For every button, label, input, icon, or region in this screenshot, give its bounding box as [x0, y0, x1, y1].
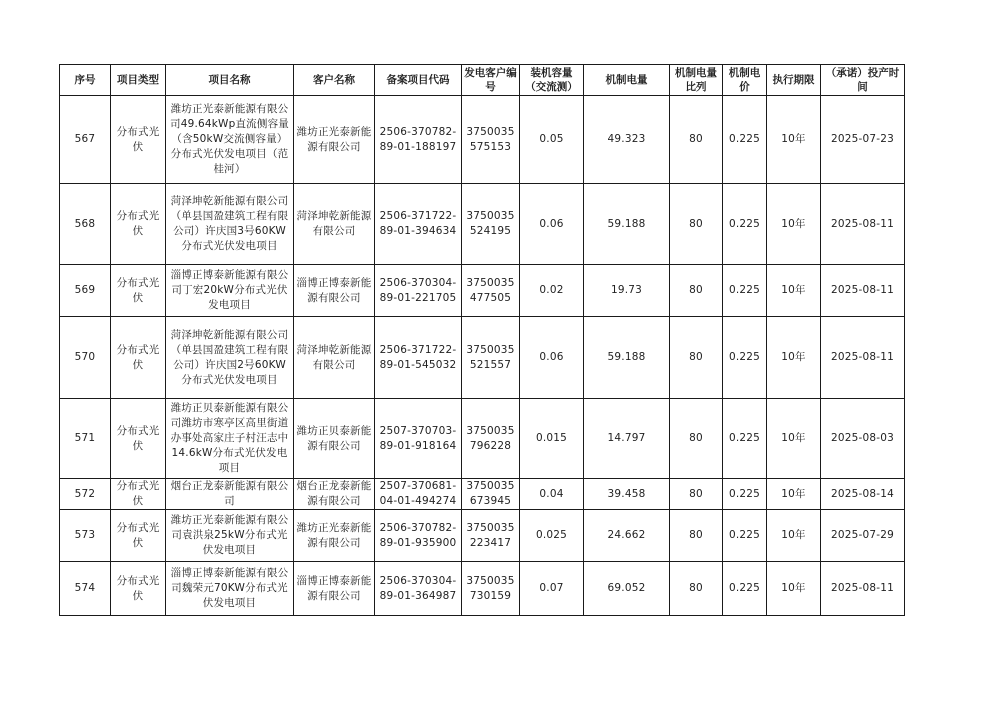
cell-customer: 菏泽坤乾新能源有限公司	[294, 184, 375, 265]
table-row	[60, 510, 905, 562]
cell-customer: 烟台正龙泰新能源有限公司	[294, 479, 375, 510]
cell-mech-power: 39.458	[584, 479, 670, 510]
cell-date: 2025-07-23	[821, 96, 905, 184]
cell-date: 2025-07-29	[821, 510, 905, 562]
cell-code: 2506-371722-89-01-545032	[375, 317, 462, 399]
header-type: 项目类型	[111, 65, 166, 96]
cell-period: 10年	[767, 317, 821, 399]
header-row	[60, 65, 905, 96]
cell-type: 分布式光伏	[111, 96, 166, 184]
cell-ratio: 80	[670, 96, 723, 184]
cell-project: 菏泽坤乾新能源有限公司（单县国盈建筑工程有限公司）许庆国3号60KW分布式光伏发电项目	[166, 184, 294, 265]
header-price: 机制电价	[723, 65, 767, 96]
cell-capacity: 0.06	[520, 317, 584, 399]
cell-customer-no: 3750035524195	[462, 184, 520, 265]
cell-capacity: 0.04	[520, 479, 584, 510]
cell-project: 淄博正博泰新能源有限公司丁宏20kW分布式光伏发电项目	[166, 265, 294, 317]
cell-code: 2506-370304-89-01-364987	[375, 562, 462, 616]
cell-customer-no: 3750035796228	[462, 399, 520, 479]
cell-customer-no: 3750035477505	[462, 265, 520, 317]
header-mech-power: 机制电量	[584, 65, 670, 96]
cell-no: 574	[60, 562, 111, 616]
cell-period: 10年	[767, 184, 821, 265]
table-row	[60, 96, 905, 184]
cell-capacity: 0.02	[520, 265, 584, 317]
cell-period: 10年	[767, 562, 821, 616]
project-table	[59, 64, 905, 616]
header-capacity: 装机容量（交流测）	[520, 65, 584, 96]
cell-capacity: 0.06	[520, 184, 584, 265]
header-customer-no: 发电客户编号	[462, 65, 520, 96]
cell-date: 2025-08-03	[821, 399, 905, 479]
cell-ratio: 80	[670, 265, 723, 317]
cell-no: 571	[60, 399, 111, 479]
cell-type: 分布式光伏	[111, 399, 166, 479]
cell-customer: 菏泽坤乾新能源有限公司	[294, 317, 375, 399]
cell-ratio: 80	[670, 510, 723, 562]
header-ratio: 机制电量比列	[670, 65, 723, 96]
cell-no: 572	[60, 479, 111, 510]
cell-ratio: 80	[670, 562, 723, 616]
header-date: （承诺）投产时间	[821, 65, 905, 96]
cell-mech-power: 19.73	[584, 265, 670, 317]
cell-code: 2506-371722-89-01-394634	[375, 184, 462, 265]
cell-customer: 潍坊正贝泰新能源有限公司	[294, 399, 375, 479]
cell-capacity: 0.05	[520, 96, 584, 184]
cell-period: 10年	[767, 96, 821, 184]
cell-period: 10年	[767, 479, 821, 510]
cell-no: 570	[60, 317, 111, 399]
cell-mech-power: 49.323	[584, 96, 670, 184]
header-no: 序号	[60, 65, 111, 96]
header-code: 备案项目代码	[375, 65, 462, 96]
cell-date: 2025-08-11	[821, 265, 905, 317]
header-project: 项目名称	[166, 65, 294, 96]
cell-code: 2507-370681-04-01-494274	[375, 479, 462, 510]
cell-project: 菏泽坤乾新能源有限公司（单县国盈建筑工程有限公司）许庆国2号60KW分布式光伏发电项目	[166, 317, 294, 399]
cell-price: 0.225	[723, 510, 767, 562]
cell-code: 2506-370782-89-01-188197	[375, 96, 462, 184]
cell-no: 567	[60, 96, 111, 184]
cell-project: 潍坊正光泰新能源有限公司袁洪泉25kW分布式光伏发电项目	[166, 510, 294, 562]
cell-mech-power: 59.188	[584, 184, 670, 265]
cell-ratio: 80	[670, 317, 723, 399]
cell-date: 2025-08-11	[821, 317, 905, 399]
table-row	[60, 479, 905, 510]
cell-capacity: 0.025	[520, 510, 584, 562]
cell-ratio: 80	[670, 399, 723, 479]
table-row	[60, 399, 905, 479]
cell-mech-power: 24.662	[584, 510, 670, 562]
cell-code: 2506-370304-89-01-221705	[375, 265, 462, 317]
cell-customer: 潍坊正光泰新能源有限公司	[294, 510, 375, 562]
cell-type: 分布式光伏	[111, 479, 166, 510]
cell-no: 573	[60, 510, 111, 562]
cell-date: 2025-08-11	[821, 184, 905, 265]
table-row	[60, 317, 905, 399]
cell-type: 分布式光伏	[111, 265, 166, 317]
cell-customer-no: 3750035730159	[462, 562, 520, 616]
cell-price: 0.225	[723, 96, 767, 184]
cell-customer-no: 3750035521557	[462, 317, 520, 399]
cell-period: 10年	[767, 510, 821, 562]
cell-price: 0.225	[723, 479, 767, 510]
cell-period: 10年	[767, 399, 821, 479]
table-row	[60, 184, 905, 265]
cell-customer: 淄博正博泰新能源有限公司	[294, 562, 375, 616]
table-row	[60, 265, 905, 317]
header-customer: 客户名称	[294, 65, 375, 96]
cell-mech-power: 69.052	[584, 562, 670, 616]
cell-customer-no: 3750035223417	[462, 510, 520, 562]
cell-date: 2025-08-11	[821, 562, 905, 616]
cell-capacity: 0.015	[520, 399, 584, 479]
cell-project: 淄博正博泰新能源有限公司魏荣元70KW分布式光伏发电项目	[166, 562, 294, 616]
table-row	[60, 562, 905, 616]
cell-ratio: 80	[670, 479, 723, 510]
cell-project: 潍坊正贝泰新能源有限公司潍坊市寒亭区高里街道办事处高家庄子村汪志中14.6kW分布式光伏发电项目	[166, 399, 294, 479]
cell-price: 0.225	[723, 317, 767, 399]
cell-mech-power: 59.188	[584, 317, 670, 399]
cell-type: 分布式光伏	[111, 510, 166, 562]
cell-customer-no: 3750035575153	[462, 96, 520, 184]
cell-capacity: 0.07	[520, 562, 584, 616]
cell-no: 568	[60, 184, 111, 265]
cell-mech-power: 14.797	[584, 399, 670, 479]
cell-ratio: 80	[670, 184, 723, 265]
cell-no: 569	[60, 265, 111, 317]
cell-project: 潍坊正光泰新能源有限公司49.64kWp直流侧容量（含50kW交流侧容量）分布式光伏发电项目（范桂河）	[166, 96, 294, 184]
cell-price: 0.225	[723, 562, 767, 616]
cell-price: 0.225	[723, 399, 767, 479]
cell-code: 2506-370782-89-01-935900	[375, 510, 462, 562]
cell-type: 分布式光伏	[111, 317, 166, 399]
cell-project: 烟台正龙泰新能源有限公司	[166, 479, 294, 510]
cell-price: 0.225	[723, 265, 767, 317]
cell-price: 0.225	[723, 184, 767, 265]
cell-customer: 淄博正博泰新能源有限公司	[294, 265, 375, 317]
cell-customer: 潍坊正光泰新能源有限公司	[294, 96, 375, 184]
cell-type: 分布式光伏	[111, 562, 166, 616]
cell-type: 分布式光伏	[111, 184, 166, 265]
cell-code: 2507-370703-89-01-918164	[375, 399, 462, 479]
header-period: 执行期限	[767, 65, 821, 96]
cell-date: 2025-08-14	[821, 479, 905, 510]
cell-customer-no: 3750035673945	[462, 479, 520, 510]
cell-period: 10年	[767, 265, 821, 317]
